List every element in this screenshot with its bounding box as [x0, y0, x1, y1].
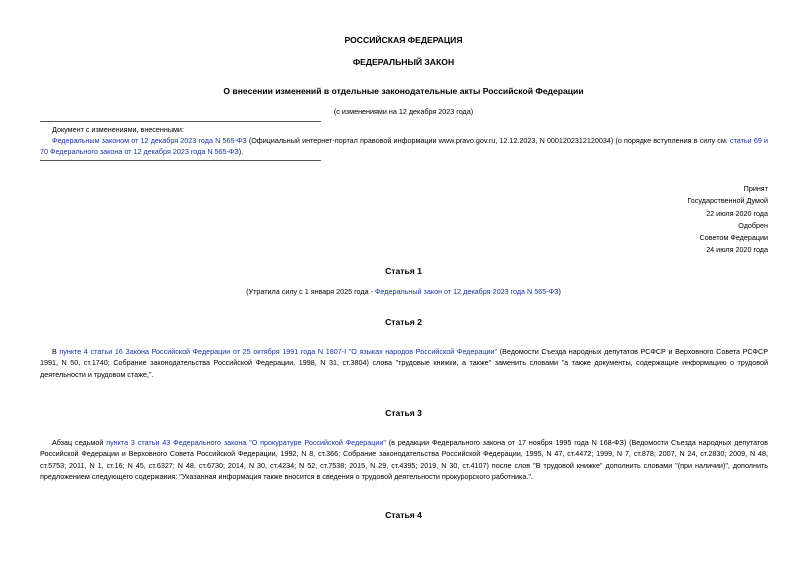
articles-69-link[interactable]: статьи 69 и	[729, 136, 769, 145]
article-2-heading: Статья 2	[385, 317, 422, 327]
article-1-suffix: )	[558, 287, 561, 296]
article-3-paragraph	[40, 437, 768, 483]
approved-by: Советом Федерации	[699, 233, 768, 243]
top-divider	[40, 121, 321, 122]
document-title: О внесении изменений в отдельные законодательные акты Российской Федерации	[223, 86, 584, 96]
changes-text-end: ).	[238, 147, 244, 157]
article-3-prefix: Абзац седьмой	[52, 438, 107, 447]
approved-date: 24 июля 2020 года	[706, 245, 768, 255]
article-2-prefix: В	[52, 347, 60, 356]
adopted-label: Принят	[743, 184, 768, 193]
article-2-paragraph	[40, 346, 768, 380]
articles-70-link[interactable]: 70 Федерального закона от 12 декабря 2023 года N 565-ФЗ	[40, 147, 239, 157]
edition-note: (с изменениями на 12 декабря 2023 года)	[333, 107, 474, 116]
article-1-law-link[interactable]: Федеральный закон от 12 декабря 2023 года N 565-ФЗ	[374, 287, 559, 296]
changes-paragraph	[40, 135, 768, 158]
article-3-body: (в редакции Федерального закона от 17 ноября 1995 года N 168-ФЗ) (Ведомости Съезда народных депутатов Российской Федерации и Верховного Совета Российской Федерации, 1992, N 8, ст.366; Собрание законодательства Российской Федерации, 1995, N 47, ст.4472; 1999, N 7, ст.878; 2007, N 24, ст.2830; 2009, N 48, ст.5753; 2011, N 1, ст.16; N 45, ст.6327; N 48, ст.6730; 2014, N 30, ст.4234; N 52, ст.7538; 2015, N 29, ст.4395; 2019, N 30, ст.4107) после слов "В трудовой книжке" дополнить словами "(при наличии)", дополнить предложением следующего содержания: "Указанная информация также вносится в сведения о трудовой деятельности прокурорского работника.".	[40, 438, 768, 482]
adopted-date: 22 июля 2020 года	[706, 208, 768, 218]
law-type-heading: ФЕДЕРАЛЬНЫЙ ЗАКОН	[352, 57, 455, 67]
bottom-divider	[40, 160, 321, 161]
prosecutor-law-link[interactable]: пункта 3 статьи 43 Федерального закона "О прокуратуре Российской Федерации"	[106, 438, 386, 447]
changes-text: (Официальный интернет-портал правовой информации www.pravo.gov.ru, 12.12.2023, N 0001202312120034) (о порядке вступления в силу см.	[246, 136, 728, 145]
article-1-prefix: (Утратила силу с 1 января 2025 года -	[246, 287, 375, 296]
amending-law-link[interactable]: Федеральным законом от 12 декабря 2023 года N 565-ФЗ	[52, 136, 247, 145]
article-1-text	[0, 286, 807, 298]
adopted-by: Государственной Думой	[687, 196, 768, 206]
changes-intro: Документ с изменениями, внесенными:	[52, 125, 184, 134]
adoption-block	[560, 183, 768, 257]
article-3-heading: Статья 3	[385, 408, 422, 418]
language-law-link[interactable]: пункте 4 статьи 16 Закона Российской Федерации от 25 октября 1991 года N 1807-I "О языках народов Российской Федерации"	[59, 347, 498, 356]
article-1-heading: Статья 1	[385, 266, 422, 276]
country-heading: РОССИЙСКАЯ ФЕДЕРАЦИЯ	[344, 35, 463, 45]
approved-label: Одобрен	[738, 220, 768, 230]
article-4-heading: Статья 4	[385, 510, 422, 520]
article-2-body: (Ведомости Съезда народных депутатов РСФСР и Верховного Совета РСФСР 1991, N 50, ст.1740; Собрание законодательства Российской Федерации, 1998, N 31, ст.3804) слова "трудовые книжки, а также" заменить словами "а также документы, содержащие информацию о трудовой деятельности и трудовом стаже,".	[40, 347, 769, 379]
